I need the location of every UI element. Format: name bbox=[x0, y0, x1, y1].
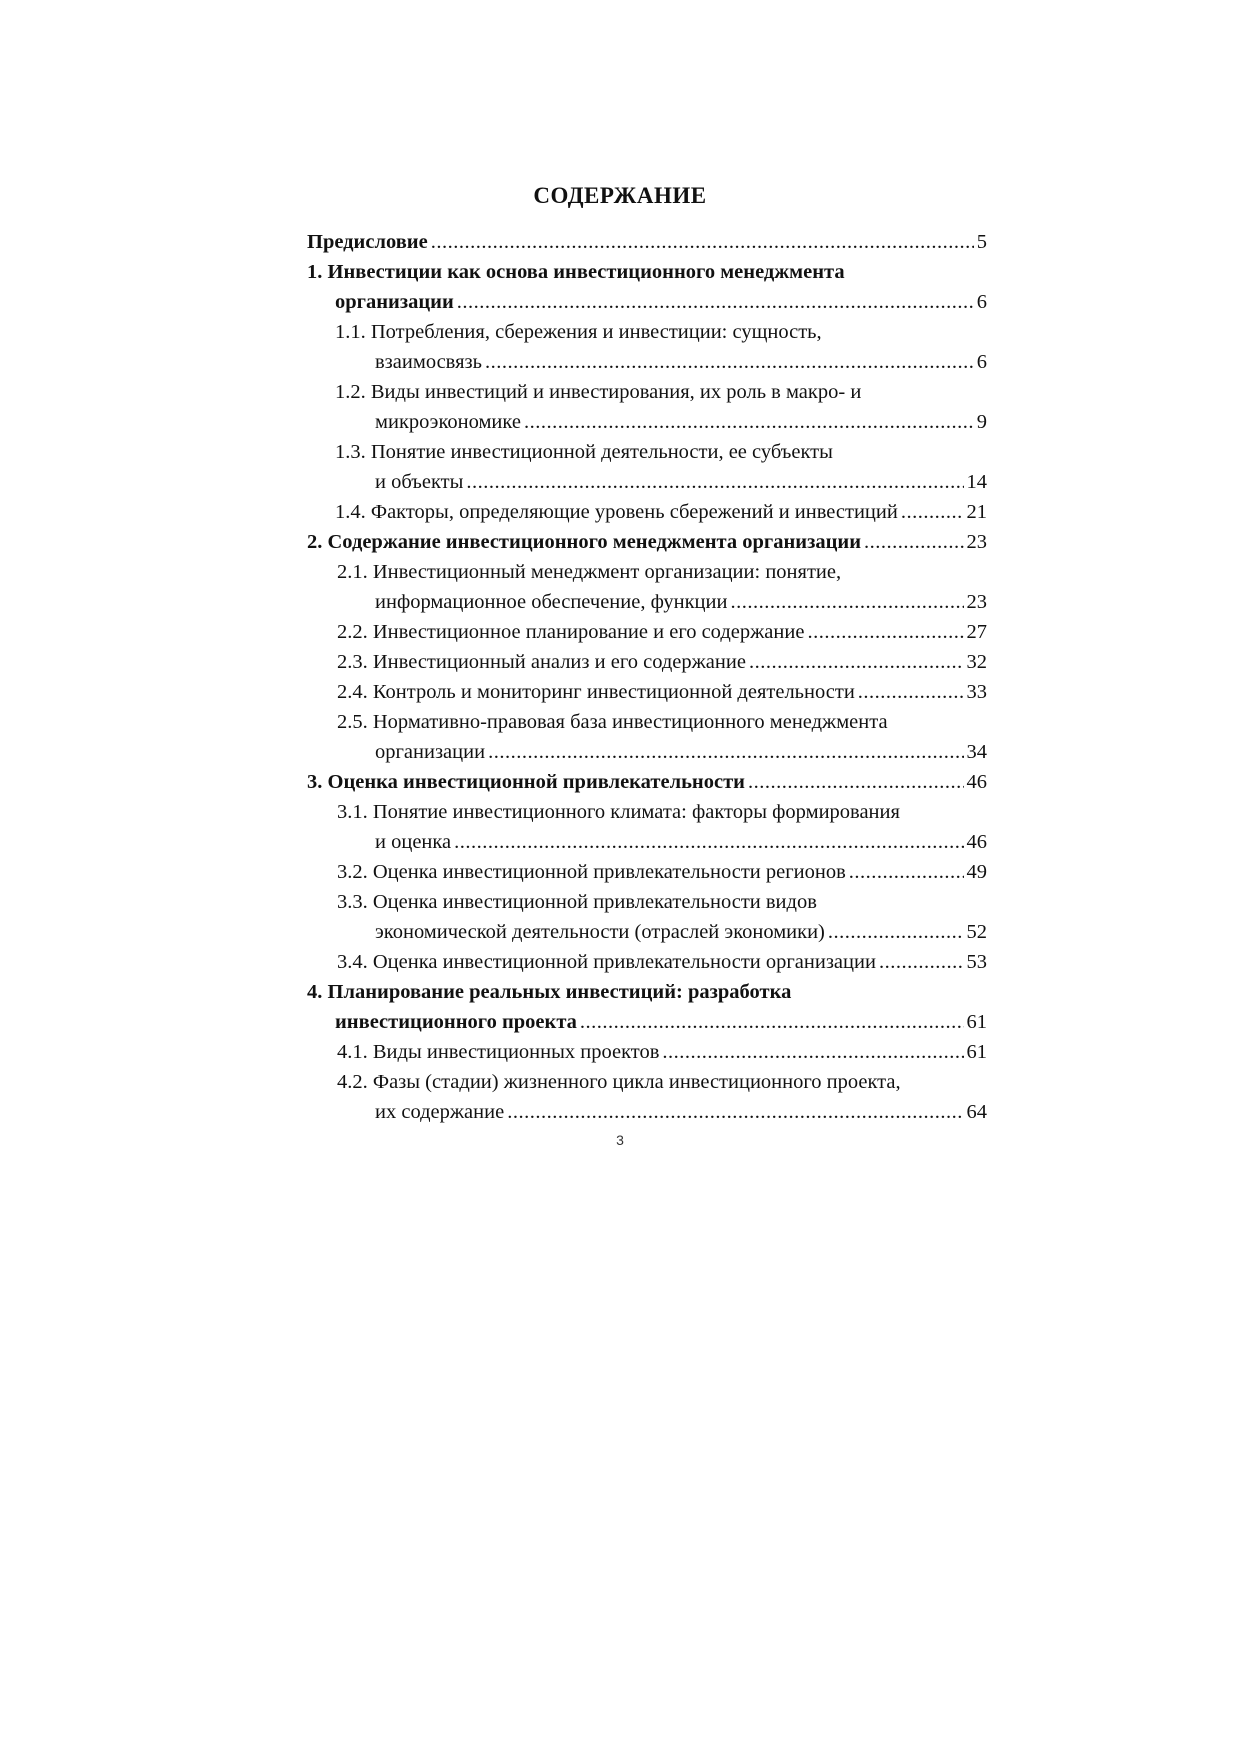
toc-entry-page: 14 bbox=[966, 471, 987, 493]
toc-entry-s2-5-continuation bbox=[307, 737, 987, 767]
toc-dot-leader bbox=[879, 947, 964, 977]
page-number: 3 bbox=[616, 1132, 624, 1148]
toc-line bbox=[337, 1067, 987, 1097]
toc-line bbox=[337, 947, 987, 977]
toc-entry-number: 2.2. bbox=[337, 621, 368, 643]
toc-entry-page: 5 bbox=[976, 231, 987, 253]
toc-line bbox=[337, 797, 987, 827]
toc-entry-title: Понятие инвестиционного климата: факторы формирования bbox=[372, 801, 900, 823]
toc-line bbox=[375, 1097, 987, 1127]
toc-entry-title-continuation: экономической деятельности (отраслей экономики) bbox=[375, 921, 825, 943]
toc-line bbox=[307, 527, 987, 557]
toc-line bbox=[337, 1037, 987, 1067]
toc-entry-number: 2.5. bbox=[337, 711, 368, 733]
toc-entry-preface bbox=[307, 227, 987, 257]
toc-entry-page: 53 bbox=[966, 951, 987, 973]
toc-entry-title: Инвестиционное планирование и его содержание bbox=[372, 621, 805, 643]
toc-entry-title: Потребления, сбережения и инвестиции: сущность, bbox=[370, 321, 822, 343]
toc-dot-leader bbox=[749, 647, 964, 677]
toc-entry-title: Факторы, определяющие уровень сбережений и инвестиций bbox=[370, 501, 898, 523]
toc-entry-s3-1 bbox=[307, 797, 987, 827]
toc-entry-s4-2-continuation bbox=[307, 1097, 987, 1127]
toc-entry-title: Оценка инвестиционной привлекательности bbox=[327, 771, 745, 793]
toc-dot-leader bbox=[901, 497, 964, 527]
toc-entry-s4-2 bbox=[307, 1067, 987, 1097]
toc-title: СОДЕРЖАНИЕ bbox=[533, 183, 707, 208]
toc-entry-ch1-continuation bbox=[307, 287, 987, 317]
toc-dot-leader bbox=[466, 467, 963, 497]
toc-dot-leader bbox=[457, 287, 974, 317]
toc-entry-s1-2 bbox=[307, 377, 987, 407]
toc-entry-number: 2. bbox=[307, 531, 323, 553]
toc-dot-leader bbox=[849, 857, 964, 887]
toc-entry-ch4-continuation bbox=[307, 1007, 987, 1037]
toc-entry-title: Оценка инвестиционной привлекательности регионов bbox=[372, 861, 846, 883]
toc-line bbox=[375, 737, 987, 767]
toc-entry-number: 1.3. bbox=[335, 441, 366, 463]
toc-entry-s3-4 bbox=[307, 947, 987, 977]
toc-entry-page: 27 bbox=[966, 621, 987, 643]
toc-entry-s1-3 bbox=[307, 437, 987, 467]
toc-line bbox=[375, 347, 987, 377]
toc-entry-page: 61 bbox=[966, 1011, 987, 1033]
toc-dot-leader bbox=[807, 617, 963, 647]
toc-dot-leader bbox=[488, 737, 963, 767]
toc-entry-s1-2-continuation bbox=[307, 407, 987, 437]
toc-line bbox=[335, 497, 987, 527]
toc-entry-title-continuation: организации bbox=[375, 741, 486, 763]
toc-entry-number: 1. bbox=[307, 261, 323, 283]
toc-entry-page: 32 bbox=[966, 651, 987, 673]
toc-dot-leader bbox=[485, 347, 974, 377]
toc-line bbox=[307, 227, 987, 257]
toc-line bbox=[337, 857, 987, 887]
toc-line bbox=[337, 677, 987, 707]
toc-dot-leader bbox=[507, 1097, 963, 1127]
toc-entry-title: Инвестиции как основа инвестиционного менеджмента bbox=[327, 261, 845, 283]
toc-entry-title: Планирование реальных инвестиций: разработка bbox=[327, 981, 792, 1003]
toc-entry-title: Контроль и мониторинг инвестиционной деятельности bbox=[372, 681, 855, 703]
toc-entry-number: 3. bbox=[307, 771, 323, 793]
toc-entry-title: Оценка инвестиционной привлекательности организации bbox=[372, 951, 876, 973]
toc-entry-title: Инвестиционный анализ и его содержание bbox=[372, 651, 746, 673]
toc-entry-title: Предисловие bbox=[307, 231, 428, 253]
toc-entry-page: 23 bbox=[966, 591, 987, 613]
toc-dot-leader bbox=[864, 527, 963, 557]
toc-dot-leader bbox=[431, 227, 974, 257]
toc-entry-s2-4 bbox=[307, 677, 987, 707]
toc-entry-s1-1-continuation bbox=[307, 347, 987, 377]
toc-line bbox=[335, 1007, 987, 1037]
toc-entry-s1-1 bbox=[307, 317, 987, 347]
toc-entry-s3-2 bbox=[307, 857, 987, 887]
toc-entry-title: Содержание инвестиционного менеджмента организации bbox=[327, 531, 862, 553]
toc-line bbox=[335, 437, 987, 467]
toc-entry-page: 9 bbox=[976, 411, 987, 433]
toc-line bbox=[375, 407, 987, 437]
toc-entry-s1-3-continuation bbox=[307, 467, 987, 497]
toc-entry-number: 3.1. bbox=[337, 801, 368, 823]
toc-line bbox=[337, 887, 987, 917]
toc-entry-page: 21 bbox=[966, 501, 987, 523]
toc-entry-s2-2 bbox=[307, 617, 987, 647]
toc-entry-title-continuation: и оценка bbox=[375, 831, 452, 853]
toc-entry-title: Нормативно-правовая база инвестиционного менеджмента bbox=[372, 711, 888, 733]
toc-dot-leader bbox=[858, 677, 964, 707]
toc-entry-page: 52 bbox=[966, 921, 987, 943]
toc-line bbox=[307, 257, 987, 287]
toc-line bbox=[337, 617, 987, 647]
toc-dot-leader bbox=[662, 1037, 963, 1067]
toc-entry-s1-4 bbox=[307, 497, 987, 527]
toc-entry-title-continuation: инвестиционного проекта bbox=[335, 1011, 577, 1033]
toc-entry-number: 4.1. bbox=[337, 1041, 368, 1063]
toc-dot-leader bbox=[828, 917, 964, 947]
toc-dot-leader bbox=[748, 767, 964, 797]
toc-entry-page: 23 bbox=[966, 531, 987, 553]
toc-entry-s3-1-continuation bbox=[307, 827, 987, 857]
toc-line bbox=[375, 827, 987, 857]
toc-entry-ch2 bbox=[307, 527, 987, 557]
toc-entry-s2-1 bbox=[307, 557, 987, 587]
table-of-contents bbox=[307, 227, 987, 1127]
toc-entry-s4-1 bbox=[307, 1037, 987, 1067]
toc-line bbox=[335, 317, 987, 347]
toc-entry-title: Инвестиционный менеджмент организации: понятие, bbox=[372, 561, 842, 583]
toc-entry-page: 46 bbox=[966, 831, 987, 853]
toc-entry-page: 46 bbox=[966, 771, 987, 793]
toc-entry-ch1 bbox=[307, 257, 987, 287]
toc-entry-s2-1-continuation bbox=[307, 587, 987, 617]
toc-entry-title-continuation: их содержание bbox=[375, 1101, 505, 1123]
toc-entry-page: 6 bbox=[976, 351, 987, 373]
toc-entry-page: 64 bbox=[966, 1101, 987, 1123]
toc-entry-title: Виды инвестиций и инвестирования, их роль в макро- и bbox=[370, 381, 862, 403]
toc-entry-page: 61 bbox=[966, 1041, 987, 1063]
toc-entry-page: 6 bbox=[976, 291, 987, 313]
toc-line bbox=[375, 467, 987, 497]
toc-entry-number: 4.2. bbox=[337, 1071, 368, 1093]
toc-entry-s2-5 bbox=[307, 707, 987, 737]
toc-dot-leader bbox=[580, 1007, 964, 1037]
toc-entry-ch4 bbox=[307, 977, 987, 1007]
toc-entry-title: Фазы (стадии) жизненного цикла инвестиционного проекта, bbox=[372, 1071, 901, 1093]
toc-entry-ch3 bbox=[307, 767, 987, 797]
toc-entry-number: 3.3. bbox=[337, 891, 368, 913]
toc-entry-s2-3 bbox=[307, 647, 987, 677]
toc-entry-title-continuation: и объекты bbox=[375, 471, 464, 493]
toc-line bbox=[335, 377, 987, 407]
toc-line bbox=[337, 707, 987, 737]
toc-entry-number: 3.2. bbox=[337, 861, 368, 883]
toc-entry-title: Оценка инвестиционной привлекательности видов bbox=[372, 891, 817, 913]
toc-entry-title-continuation: организации bbox=[335, 291, 454, 313]
toc-line bbox=[375, 587, 987, 617]
toc-entry-number: 2.4. bbox=[337, 681, 368, 703]
toc-entry-title-continuation: взаимосвязь bbox=[375, 351, 482, 373]
toc-entry-page: 49 bbox=[966, 861, 987, 883]
toc-dot-leader bbox=[730, 587, 963, 617]
toc-entry-number: 4. bbox=[307, 981, 323, 1003]
toc-line bbox=[337, 647, 987, 677]
toc-entry-page: 33 bbox=[966, 681, 987, 703]
toc-line bbox=[307, 767, 987, 797]
toc-entry-page: 34 bbox=[966, 741, 987, 763]
toc-line bbox=[375, 917, 987, 947]
toc-line bbox=[307, 977, 987, 1007]
toc-entry-number: 3.4. bbox=[337, 951, 368, 973]
toc-entry-title-continuation: микроэкономике bbox=[375, 411, 521, 433]
toc-entry-title: Понятие инвестиционной деятельности, ее субъекты bbox=[370, 441, 833, 463]
toc-entry-title-continuation: информационное обеспечение, функции bbox=[375, 591, 728, 613]
toc-entry-number: 1.4. bbox=[335, 501, 366, 523]
toc-entry-number: 1.1. bbox=[335, 321, 366, 343]
toc-entry-number: 2.3. bbox=[337, 651, 368, 673]
toc-entry-s3-3 bbox=[307, 887, 987, 917]
toc-dot-leader bbox=[524, 407, 974, 437]
toc-dot-leader bbox=[454, 827, 963, 857]
toc-entry-title: Виды инвестиционных проектов bbox=[372, 1041, 660, 1063]
toc-line bbox=[337, 557, 987, 587]
toc-entry-s3-3-continuation bbox=[307, 917, 987, 947]
toc-line bbox=[335, 287, 987, 317]
toc-entry-number: 1.2. bbox=[335, 381, 366, 403]
toc-entry-number: 2.1. bbox=[337, 561, 368, 583]
